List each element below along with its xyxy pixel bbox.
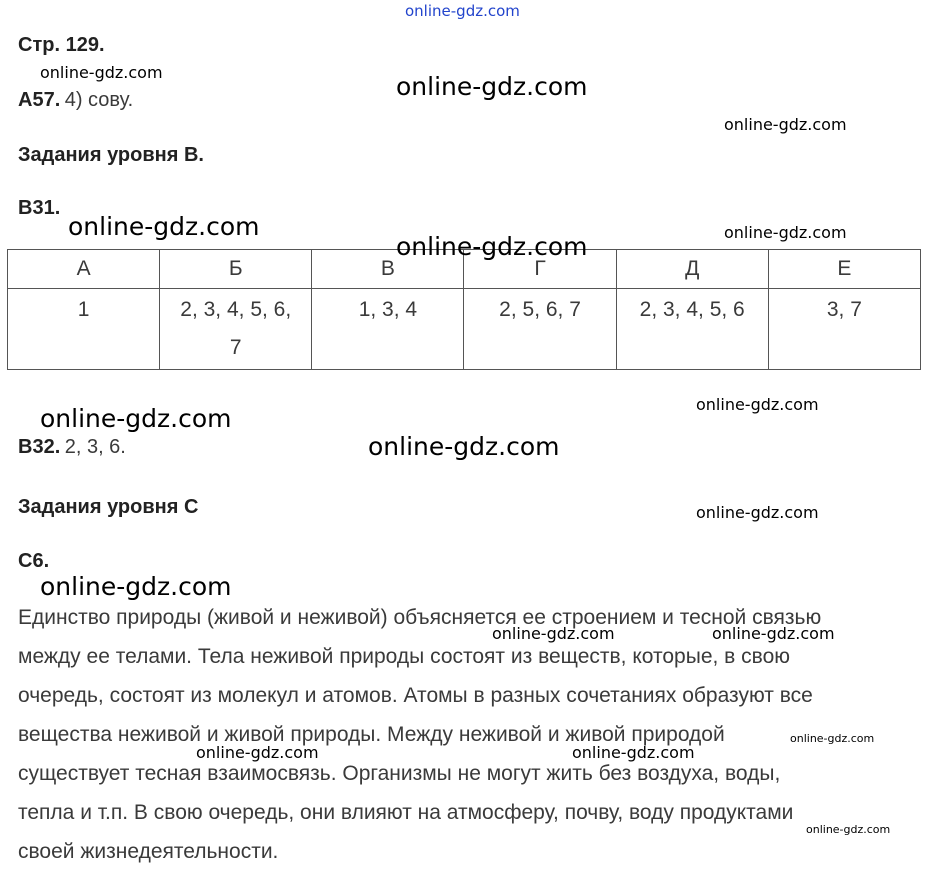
watermark: online-gdz.com <box>40 572 232 601</box>
watermark: online-gdz.com <box>196 743 319 762</box>
watermark: online-gdz.com <box>40 63 163 82</box>
table-header-cell: Б <box>160 250 312 289</box>
cell-text: 1 <box>77 298 90 321</box>
watermark: online-gdz.com <box>696 395 819 414</box>
watermark-top: online-gdz.com <box>405 2 520 20</box>
watermark: online-gdz.com <box>396 232 588 261</box>
table-header-cell: Г <box>464 250 616 289</box>
paragraph-line: существует тесная взаимосвязь. Организмы не могут жить без воздуха, воды, <box>18 762 781 785</box>
table-header-cell: А <box>8 250 160 289</box>
table-cell <box>768 289 920 370</box>
watermark: online-gdz.com <box>696 503 819 522</box>
watermark: online-gdz.com <box>68 212 260 241</box>
cell-text: 1, 3, 4 <box>358 298 418 321</box>
table-cell <box>312 289 464 370</box>
cell-text: 2, 5, 6, 7 <box>499 298 581 321</box>
table-cell <box>464 289 616 370</box>
watermark: online-gdz.com <box>396 72 588 101</box>
answer-a57 <box>18 89 133 112</box>
paragraph-line: Единство природы (живой и неживой) объясняется ее строением и тесной связью <box>18 606 822 629</box>
paragraph-line: очередь, состоят из молекул и атомов. Атомы в разных сочетаниях образуют все <box>18 684 813 707</box>
cell-text: 2, 3, 4, 5, 6 <box>639 298 745 321</box>
table-cell <box>8 289 160 370</box>
watermark: online-gdz.com <box>40 404 232 433</box>
answer-b32 <box>18 436 126 459</box>
watermark: online-gdz.com <box>492 624 615 643</box>
cell-text: 2, 3, 4, 5, 6, <box>180 298 292 321</box>
level-c-heading: Задания уровня С <box>18 496 199 518</box>
table-header-cell: Е <box>768 250 920 289</box>
paragraph-line: вещества неживой и живой природы. Между неживой и живой природой <box>18 723 725 746</box>
a57-label: А57. <box>18 89 61 111</box>
watermark: online-gdz.com <box>368 432 560 461</box>
table-row <box>8 289 921 370</box>
level-b-heading: Задания уровня В. <box>18 144 204 166</box>
table-cell <box>160 289 312 370</box>
table-header-cell: В <box>312 250 464 289</box>
cell-text: 7 <box>229 336 242 359</box>
watermark: online-gdz.com <box>572 743 695 762</box>
page-reference: Стр. 129. <box>18 34 105 56</box>
b32-label: В32. <box>18 436 61 458</box>
watermark: online-gdz.com <box>724 115 847 134</box>
watermark: online-gdz.com <box>724 223 847 242</box>
paragraph-line: своей жизнедеятельности. <box>18 840 279 863</box>
watermark: online-gdz.com <box>712 624 835 643</box>
b32-answer: 2, 3, 6. <box>64 436 126 458</box>
paragraph-line: между ее телами. Тела неживой природы состоят из веществ, которые, в свою <box>18 645 791 668</box>
b31-label: В31. <box>18 197 61 219</box>
c6-label: С6. <box>18 550 50 572</box>
table-header-cell: Д <box>616 250 768 289</box>
watermark: online-gdz.com <box>790 732 875 745</box>
b31-answer-table <box>7 249 921 370</box>
a57-answer: 4) сову. <box>64 89 134 111</box>
table-cell <box>616 289 768 370</box>
watermark: online-gdz.com <box>806 823 891 836</box>
paragraph-line: тепла и т.п. В свою очередь, они влияют на атмосферу, почву, воду продуктами <box>18 801 794 824</box>
cell-text: 3, 7 <box>826 298 862 321</box>
